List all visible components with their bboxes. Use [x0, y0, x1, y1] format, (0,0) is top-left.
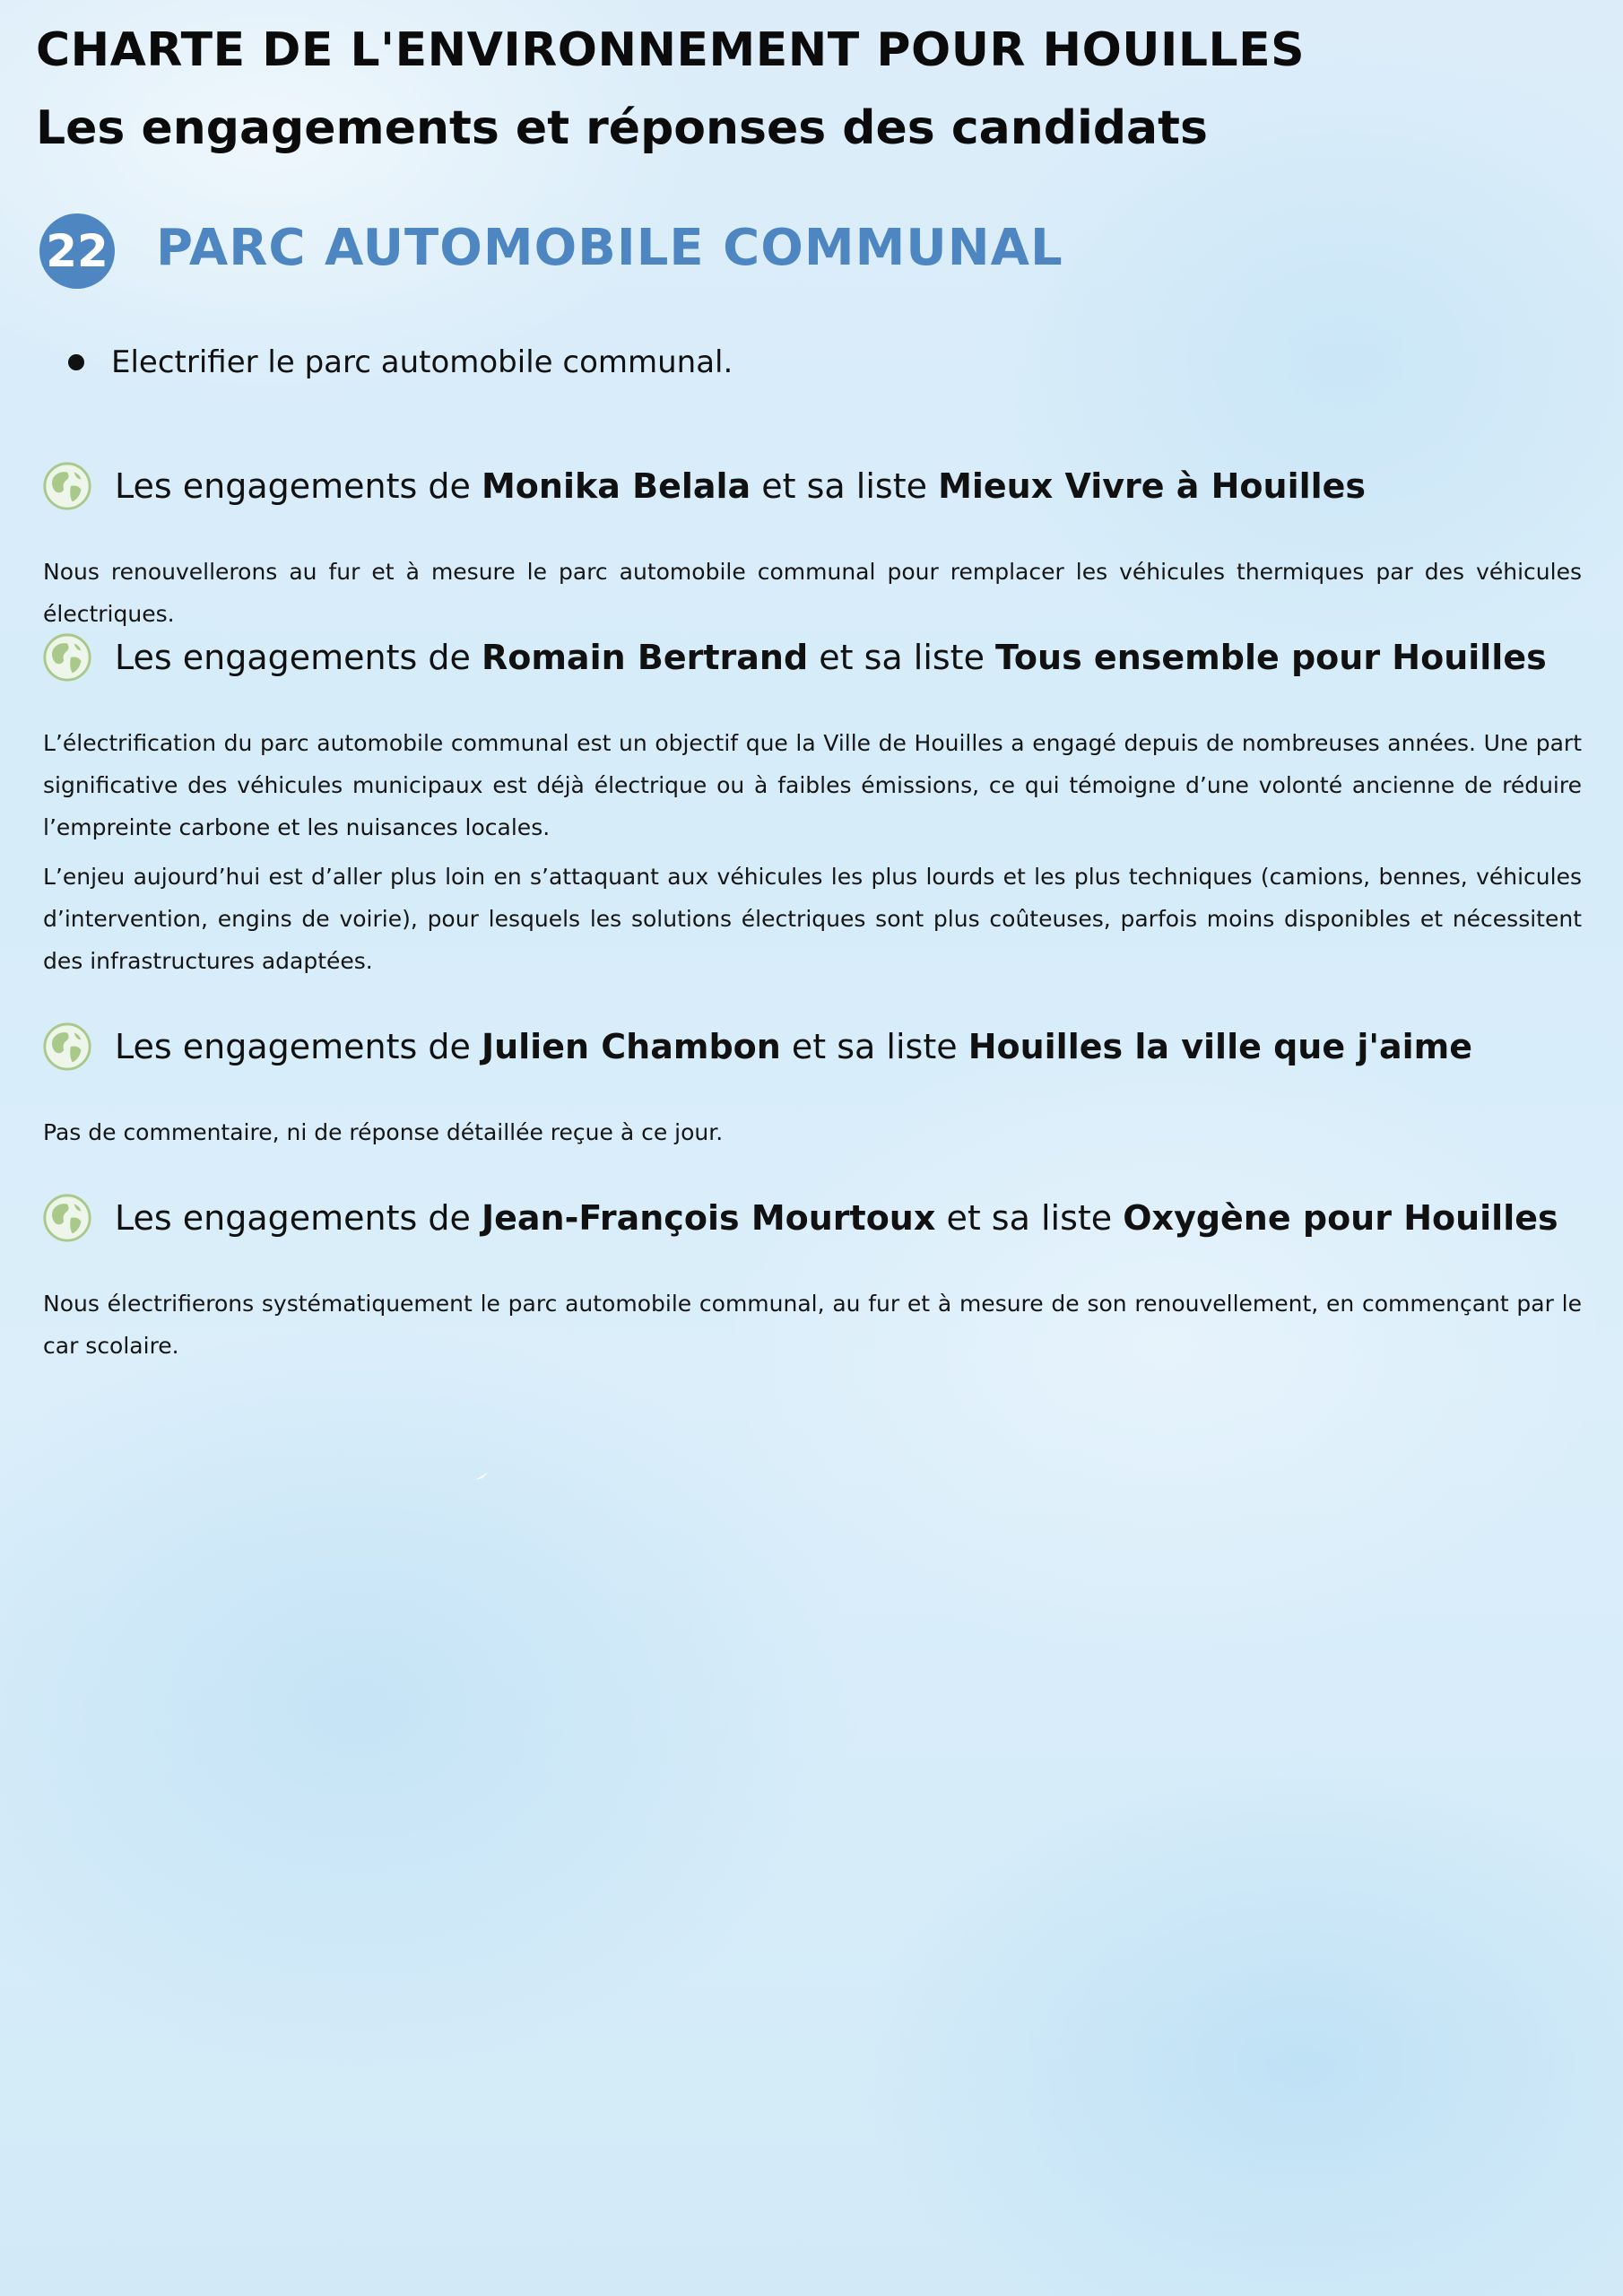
candidate-list-name: Tous ensemble pour Houilles	[995, 638, 1547, 677]
section-title: PARC AUTOMOBILE COMMUNAL	[156, 219, 1063, 277]
candidate-title: Les engagements de Monika Belala et sa liste Mieux Vivre à Houilles	[115, 466, 1367, 506]
candidate-heading	[41, 460, 1366, 512]
candidate-list-name: Oxygène pour Houilles	[1123, 1198, 1558, 1238]
document-title: CHARTE DE L'ENVIRONNEMENT POUR HOUILLES	[36, 23, 1306, 77]
candidate-response-paragraph: Nous électrifierons systématiquement le parc automobile communal, au fur et à mesure de son renouvellement, en commençant par le car scolaire.	[43, 1291, 1582, 1359]
candidate-name: Jean-François Mourtoux	[481, 1198, 936, 1238]
bullet-text: Electrifier le parc automobile communal.	[111, 344, 733, 380]
globe-icon	[41, 1192, 93, 1244]
candidate-list-name: Mieux Vivre à Houilles	[938, 466, 1367, 506]
candidate-name: Romain Bertrand	[481, 638, 809, 677]
globe-icon	[41, 631, 93, 683]
candidate-response-paragraph: L’enjeu aujourd’hui est d’aller plus loin en s’attaquant aux véhicules les plus lourds et les plus techniques (camions, bennes, véhicules d’intervention, engins de voirie), pour lesquels les solutions électriques sont plus coûteuses, parfois moins disponibles et nécessitent des infrastructures adaptées.	[43, 864, 1582, 974]
bullet-dot	[68, 354, 84, 370]
globe-icon	[41, 1021, 93, 1073]
candidate-title: Les engagements de Jean-François Mourtoux et sa liste Oxygène pour Houilles	[115, 1198, 1558, 1238]
bullet-item	[68, 344, 733, 380]
document-subtitle: Les engagements et réponses des candidats	[36, 101, 1208, 155]
candidate-response-paragraph: Nous renouvellerons au fur et à mesure le parc automobile communal pour remplacer les véhicules thermiques par des véhicules électriques.	[43, 559, 1582, 627]
candidate-heading	[41, 631, 1547, 683]
decorative-brush-mark	[475, 1473, 488, 1480]
globe-icon	[41, 460, 93, 512]
candidate-title: Les engagements de Romain Bertrand et sa liste Tous ensemble pour Houilles	[115, 638, 1547, 677]
section-number-badge: 22	[39, 213, 115, 289]
candidate-list-name: Houilles la ville que j'aime	[968, 1027, 1473, 1066]
candidate-heading	[41, 1192, 1558, 1244]
candidate-title: Les engagements de Julien Chambon et sa liste Houilles la ville que j'aime	[115, 1027, 1473, 1066]
candidate-name: Julien Chambon	[481, 1027, 781, 1066]
candidate-response-paragraph: L’électrification du parc automobile communal est un objectif que la Ville de Houilles a engagé depuis de nombreuses années. Une part significative des véhicules municipaux est déjà électrique ou à faibles émissions, ce qui témoigne d’une volonté ancienne de réduire l’empreinte carbone et les nuisances locales.	[43, 730, 1582, 840]
candidate-name: Monika Belala	[481, 466, 751, 506]
candidate-heading	[41, 1021, 1472, 1073]
candidate-response-paragraph: Pas de commentaire, ni de réponse détaillée reçue à ce jour.	[43, 1119, 724, 1145]
